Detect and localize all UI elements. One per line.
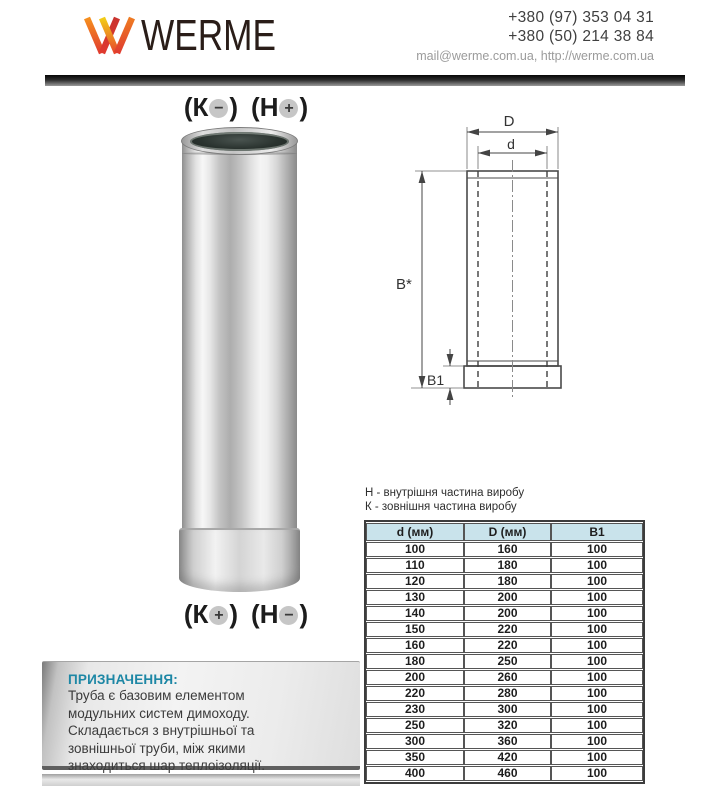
plus-circle-icon: + <box>209 606 228 625</box>
table-cell: 100 <box>551 750 643 765</box>
table-cell: 100 <box>551 670 643 685</box>
minus-circle-icon: − <box>279 606 298 625</box>
table-cell: 460 <box>464 766 551 781</box>
table-cell: 110 <box>366 558 464 573</box>
table-cell: 150 <box>366 622 464 637</box>
table-row <box>366 590 643 605</box>
brand-name: WERME <box>141 11 276 60</box>
table-cell: 250 <box>464 654 551 669</box>
table-cell: 200 <box>366 670 464 685</box>
table-row <box>366 558 643 573</box>
label-text: (Н <box>251 92 279 122</box>
table-cell: 130 <box>366 590 464 605</box>
table-header-row <box>366 523 643 541</box>
header-divider-bar <box>45 75 685 86</box>
dim-label-B: B* <box>396 276 412 293</box>
dim-label-d: d <box>507 136 515 152</box>
table-cell: 100 <box>551 542 643 557</box>
col-header-d: d (мм) <box>366 523 464 541</box>
label-h-minus <box>251 599 308 630</box>
table-row <box>366 702 643 717</box>
table-row <box>366 606 643 621</box>
table-cell: 260 <box>464 670 551 685</box>
table-cell: 100 <box>551 718 643 733</box>
table-row <box>366 654 643 669</box>
table-cell: 100 <box>551 558 643 573</box>
table-cell: 220 <box>366 686 464 701</box>
phone-number-1: +380 (97) 353 04 31 <box>508 9 654 26</box>
table-cell: 100 <box>551 574 643 589</box>
bottom-metal-strip <box>42 774 360 786</box>
email-website-link[interactable]: mail@werme.com.ua, http://werme.com.ua <box>416 49 654 63</box>
table-cell: 100 <box>551 606 643 621</box>
label-text: ) <box>229 92 239 122</box>
werme-w-icon <box>83 16 135 56</box>
col-header-D: D (мм) <box>464 523 551 541</box>
legend-note-h: Н - внутрішня частина виробу <box>365 487 525 499</box>
table-cell: 180 <box>366 654 464 669</box>
table-cell: 100 <box>551 734 643 749</box>
pipe-photo-body <box>182 140 297 528</box>
table-cell: 100 <box>551 590 643 605</box>
purpose-text-line: знаходиться шар теплоізоляції. <box>68 758 266 773</box>
table-cell: 220 <box>464 638 551 653</box>
table-cell: 100 <box>551 622 643 637</box>
pipe-photo-flange <box>179 528 300 592</box>
table-row <box>366 766 643 781</box>
table-cell: 100 <box>551 638 643 653</box>
label-text: (К <box>183 599 209 629</box>
purpose-text-line: зовнішньої труби, між якими <box>68 740 246 756</box>
label-h-plus <box>251 92 308 123</box>
pipe-bottom-labels <box>140 599 352 630</box>
table-cell: 180 <box>464 558 551 573</box>
table-cell: 220 <box>464 622 551 637</box>
plus-circle-icon: + <box>279 99 298 118</box>
purpose-text-line: Труба є базовим елементом <box>68 688 245 703</box>
label-text: ) <box>299 92 309 122</box>
table-row <box>366 670 643 685</box>
table-cell: 160 <box>366 638 464 653</box>
table-cell: 100 <box>551 766 643 781</box>
minus-circle-icon: − <box>209 99 228 118</box>
dim-label-D: D <box>503 113 515 130</box>
table-row <box>366 622 643 637</box>
table-row <box>366 542 643 557</box>
table-cell: 230 <box>366 702 464 717</box>
table-cell: 250 <box>366 718 464 733</box>
table-cell: 420 <box>464 750 551 765</box>
legend-notes <box>365 486 524 514</box>
table-cell: 400 <box>366 766 464 781</box>
table-cell: 160 <box>464 542 551 557</box>
legend-note-k: К - зовнішня частина виробу <box>365 501 517 513</box>
table-row <box>366 686 643 701</box>
col-header-B1: B1 <box>551 523 643 541</box>
table-row <box>366 718 643 733</box>
table-row <box>366 638 643 653</box>
dimension-diagram <box>393 108 605 408</box>
pipe-top-labels <box>140 92 352 123</box>
contact-block <box>416 8 654 63</box>
dim-label-B1: B1 <box>427 372 445 388</box>
table-cell: 320 <box>464 718 551 733</box>
table-cell: 100 <box>551 686 643 701</box>
label-text: ) <box>229 599 239 629</box>
phone-number-2: +380 (50) 214 38 84 <box>508 28 654 45</box>
table-row <box>366 734 643 749</box>
label-text: ) <box>299 599 309 629</box>
table-cell: 200 <box>464 590 551 605</box>
label-text: (К <box>183 92 209 122</box>
table-cell: 180 <box>464 574 551 589</box>
table-row <box>366 574 643 589</box>
label-k-minus <box>184 92 238 123</box>
purpose-text-line: модульних систем димоходу. <box>68 705 250 721</box>
table-cell: 100 <box>551 702 643 717</box>
table-cell: 120 <box>366 574 464 589</box>
purpose-title: ПРИЗНАЧЕННЯ: <box>68 672 178 687</box>
table-cell: 350 <box>366 750 464 765</box>
label-text: (Н <box>251 599 279 629</box>
table-cell: 300 <box>464 702 551 717</box>
purpose-panel <box>42 661 360 773</box>
pipe-photo-opening <box>190 132 289 151</box>
dimensions-table <box>364 520 645 784</box>
purpose-text-line: Складається з внутрішньої та <box>68 723 255 738</box>
table-cell: 100 <box>366 542 464 557</box>
table-cell: 100 <box>551 654 643 669</box>
table-row <box>366 750 643 765</box>
table-cell: 300 <box>366 734 464 749</box>
label-k-plus <box>184 599 238 630</box>
table-cell: 200 <box>464 606 551 621</box>
table-cell: 360 <box>464 734 551 749</box>
brand-logo <box>83 11 310 60</box>
table-cell: 280 <box>464 686 551 701</box>
table-cell: 140 <box>366 606 464 621</box>
